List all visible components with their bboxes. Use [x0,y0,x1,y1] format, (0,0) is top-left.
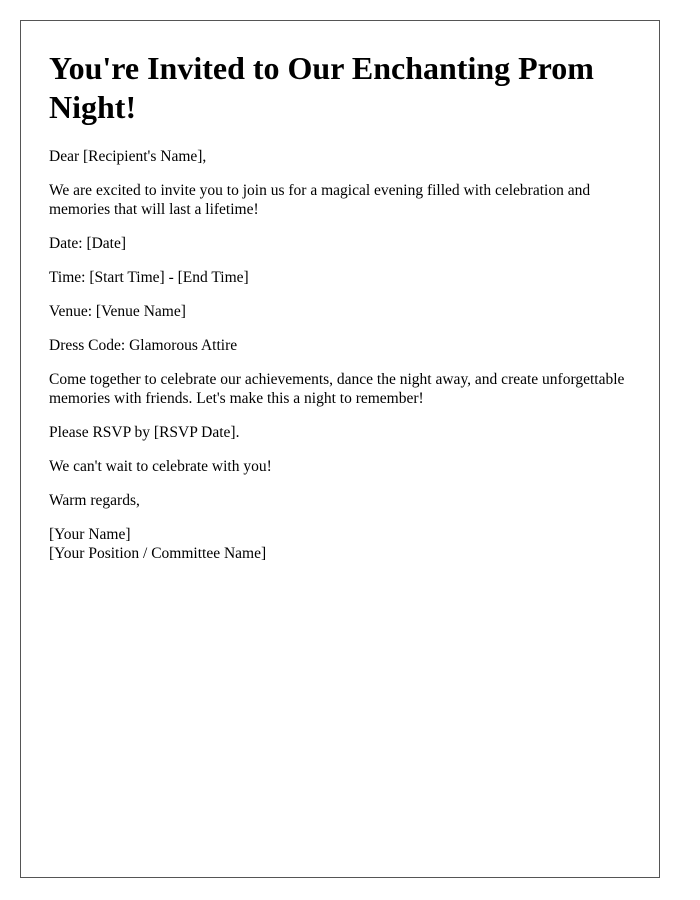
intro-paragraph: We are excited to invite you to join us for a magical evening filled with celebration and memories that will last a lifetime! [49,182,591,218]
event-venue: Venue: [Venue Name] [49,303,186,320]
event-time: Time: [Start Time] - [End Time] [49,269,249,286]
event-date: Date: [Date] [49,235,127,252]
salutation: Dear [Recipient's Name], [49,148,207,165]
rsvp-line: Please RSVP by [RSVP Date]. [49,424,240,441]
signature-position: [Your Position / Committee Name] [49,545,267,562]
signature-name: [Your Name] [49,526,131,543]
letter-title: You're Invited to Our Enchanting Prom Night! [49,50,594,125]
closing-line: We can't wait to celebrate with you! [49,458,272,475]
letter-page [20,20,660,878]
letter-content [21,21,659,563]
signature-block [49,525,631,563]
dress-code: Dress Code: Glamorous Attire [49,337,238,354]
body-paragraph: Come together to celebrate our achievements, dance the night away, and create unforgettable memories with friends. Let's make this a night to remember! [49,371,625,407]
sign-off: Warm regards, [49,492,140,509]
